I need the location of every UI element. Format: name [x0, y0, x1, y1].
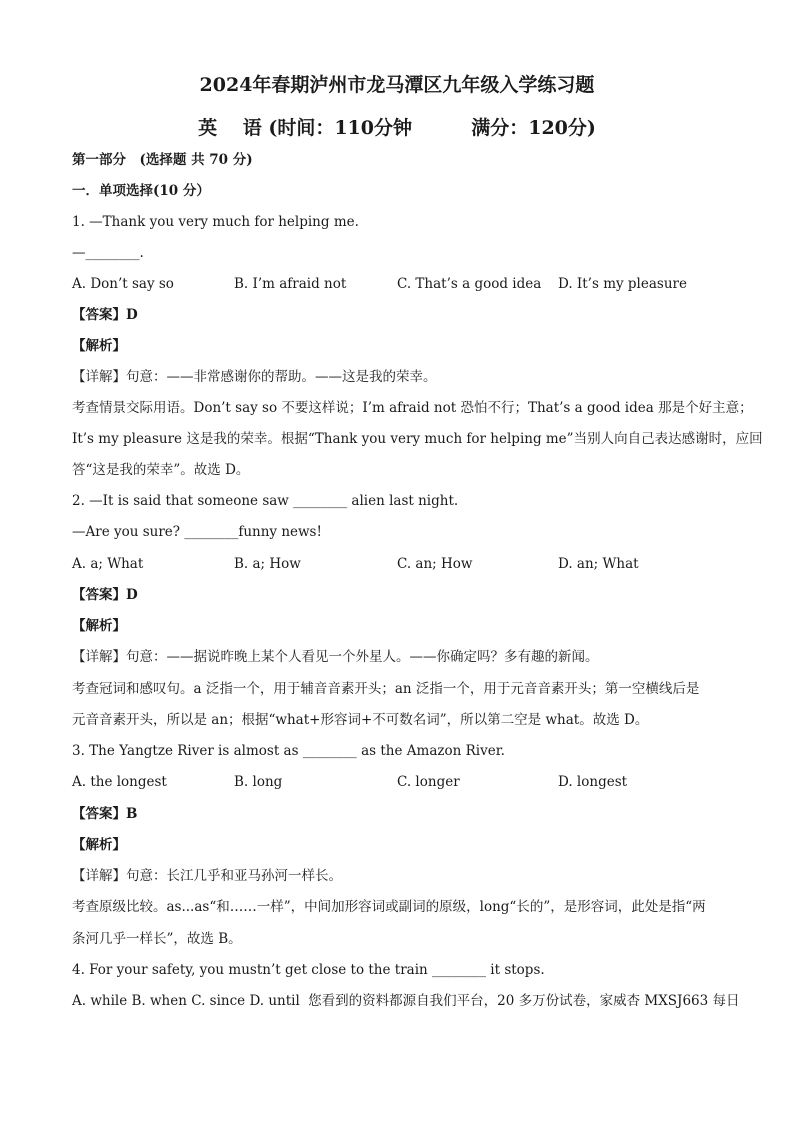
q2-option-a: A. a; What	[72, 556, 144, 572]
q3-option-b: B. long	[234, 774, 283, 790]
q3-option-d: D. longest	[558, 774, 628, 790]
q2-detail: 【详解】句意：——据说昨晚上某个人看见一个外星人。——你确定吗？多有趣的新闻。	[72, 649, 599, 665]
q3-stem: 3. The Yangtze River is almost as ________ as the Amazon River.	[72, 743, 505, 759]
q2-option-d: D. an; What	[558, 556, 639, 572]
q3-answer: 【答案】B	[72, 806, 138, 822]
q3-option-c: C. longer	[397, 774, 460, 790]
q3-analysis-1: 考查原级比较。as...as“和……一样”，中间加形容词或副词的原级，long“长的”，是形容词，此处是指“两	[72, 899, 706, 915]
q2-analysis-2: 元音音素开头，所以是 an；根据“what+形容词+不可数名词”，所以第二空是 what。故选 D。	[72, 712, 649, 728]
q1-jiexi: 【解析】	[72, 338, 126, 354]
subject-time: 英 语 (时间：110分钟	[198, 117, 412, 139]
q1-analysis-3: 答“这是我的荣幸”。故选 D。	[72, 462, 250, 478]
q3-analysis-2: 条河几乎一样长”，故选 B。	[72, 931, 242, 947]
q3-jiexi: 【解析】	[72, 837, 126, 853]
part-heading: 第一部分 (选择题 共 70 分)	[72, 152, 253, 168]
q1-option-b: B. I’m afraid not	[234, 276, 347, 292]
q1-analysis-2: It’s my pleasure 这是我的荣幸。根据“Thank you very much for helping me”当别人向自己表达感谢时，应回	[72, 431, 763, 447]
exam-title: 2024年春期泸州市龙马潭区九年级入学练习题	[199, 74, 595, 96]
q2-answer: 【答案】D	[72, 587, 138, 603]
q1-stem: 1. —Thank you very much for helping me.	[72, 214, 359, 230]
q2-option-c: C. an; How	[397, 556, 473, 572]
q2-jiexi: 【解析】	[72, 618, 126, 634]
q4-options	[72, 991, 740, 1011]
q1-option-c: C. That’s a good idea	[397, 276, 542, 292]
q1-option-a: A. Don’t say so	[72, 276, 174, 292]
q1-detail: 【详解】句意：——非常感谢你的帮助。——这是我的荣幸。	[72, 369, 437, 385]
q2-reply: —Are you sure? ________funny news!	[72, 524, 322, 540]
q1-option-d: D. It’s my pleasure	[558, 276, 687, 292]
q1-analysis-1: 考查情景交际用语。Don’t say so 不要这样说；I’m afraid not 恐怕不行；That’s a good idea 那是个好主意；	[72, 400, 753, 416]
q1-answer: 【答案】D	[72, 307, 138, 323]
q1-reply: —________.	[72, 245, 144, 261]
q3-option-a: A. the longest	[72, 774, 167, 790]
section-heading: 一．单项选择(10 分）	[72, 183, 210, 199]
watermark-text: 您看到的资料都源自我们平台，20 多万份试卷，家威杏 MXSJ663 每日	[308, 993, 740, 1009]
q2-option-b: B. a; How	[234, 556, 301, 572]
q4-stem: 4. For your safety, you mustn’t get close to the train ________ it stops.	[72, 962, 545, 978]
total-score: 满分：120分)	[471, 117, 596, 139]
q2-stem: 2. —It is said that someone saw ________ alien last night.	[72, 493, 459, 509]
q2-analysis-1: 考查冠词和感叹句。a 泛指一个，用于辅音音素开头；an 泛指一个，用于元音音素开头；第一空横线后是	[72, 681, 700, 697]
q4-options-text: A. while B. when C. since D. until	[72, 993, 300, 1009]
exam-subtitle	[0, 113, 794, 140]
q3-detail: 【详解】句意：长江几乎和亚马孙河一样长。	[72, 868, 342, 884]
